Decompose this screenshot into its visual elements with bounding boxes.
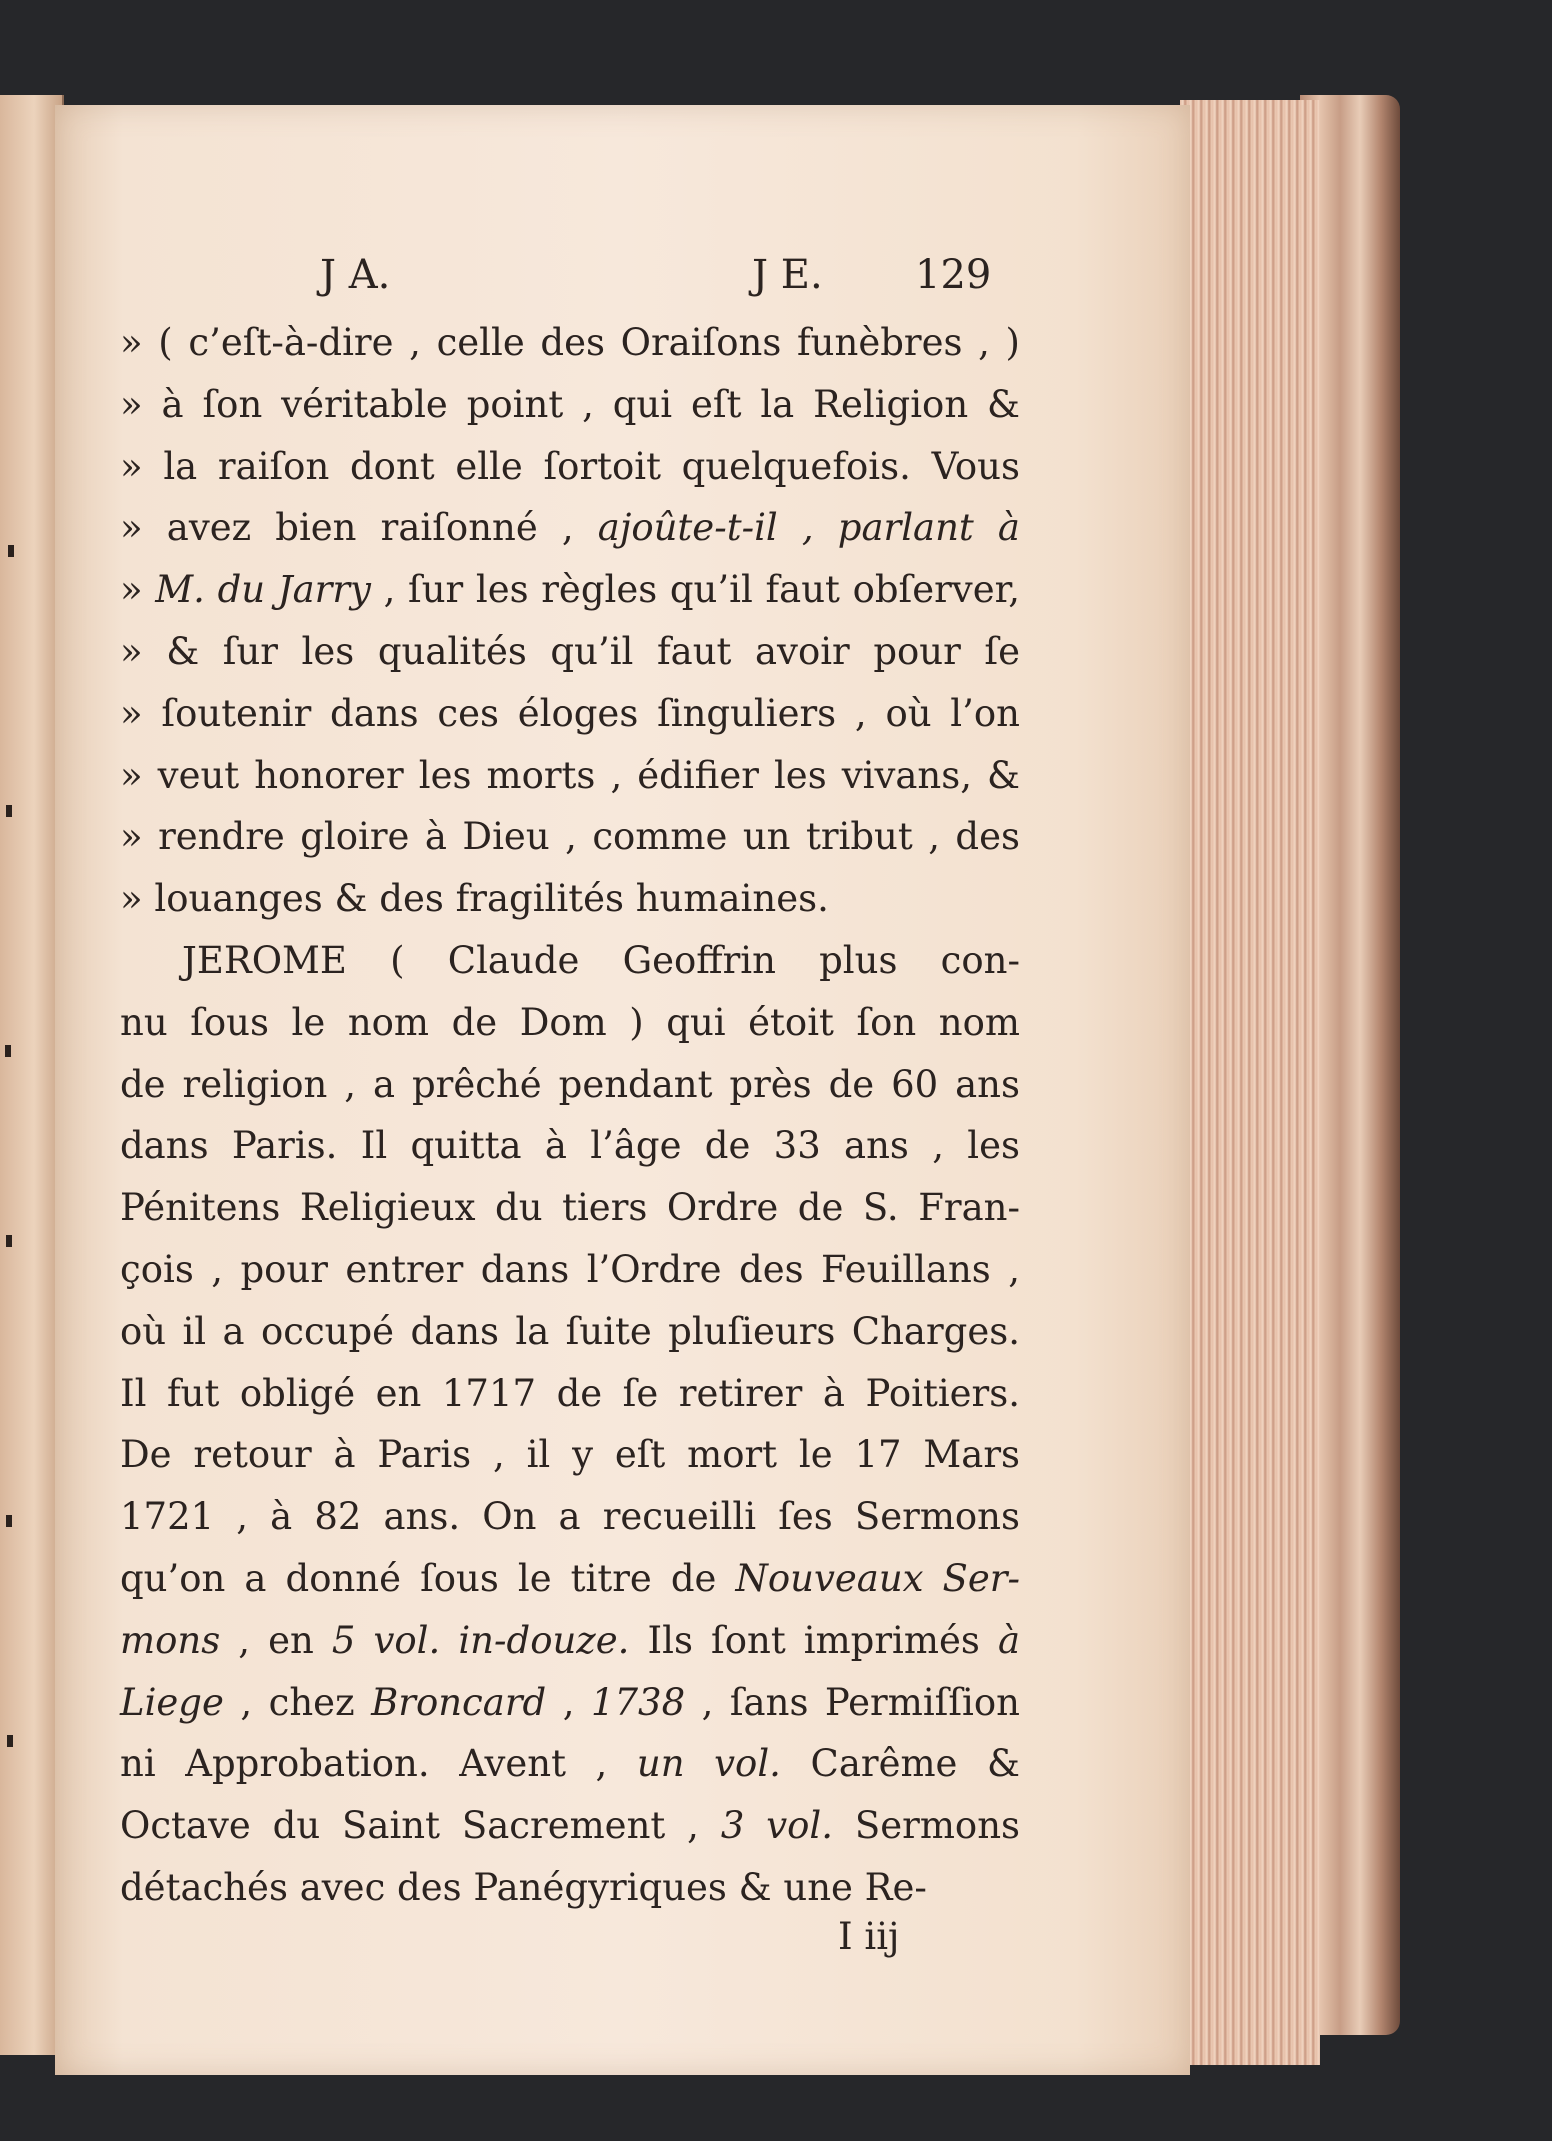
- header-left: J A.: [320, 252, 391, 298]
- text-line: [120, 1857, 1020, 1919]
- text-line: [120, 559, 1020, 621]
- text-line: [120, 1239, 1020, 1301]
- running-header: [320, 252, 1040, 302]
- text-segment: JEROME ( Claude Geoffrin plus con-: [182, 938, 1020, 982]
- text-segment: nu ſous le nom de Dom ) qui étoit ſon nom: [120, 1000, 1020, 1044]
- text-segment: Nouveaux Ser-: [735, 1556, 1020, 1600]
- text-segment: Il fut obligé en 1717 de ſe retirer à Poitiers.: [120, 1371, 1020, 1415]
- text-line: [120, 312, 1020, 374]
- text-segment: 3 vol.: [720, 1804, 834, 1848]
- text-segment: » & ſur les qualités qu’il faut avoir pour ſe: [120, 629, 1020, 673]
- text-line: [120, 868, 1020, 930]
- text-segment: Broncard: [371, 1680, 547, 1724]
- text-segment: Ils ſont imprimés: [629, 1618, 998, 1662]
- page-number: 129: [915, 252, 992, 298]
- header-middle: J E.: [752, 252, 823, 298]
- text-segment: 1738: [590, 1680, 686, 1724]
- text-line: [120, 621, 1020, 683]
- text-segment: Carême &: [780, 1742, 1020, 1786]
- text-segment: » rendre gloire à Dieu , comme un tribut , des: [120, 815, 1020, 859]
- text-segment: Octave du Saint Sacrement ,: [120, 1804, 721, 1848]
- text-segment: qu’on a donné ſous le titre de: [120, 1556, 736, 1600]
- text-segment: Liege: [120, 1680, 224, 1724]
- text-segment: où il a occupé dans la ſuite pluſieurs Charges.: [120, 1309, 1020, 1353]
- text-segment: de religion , a prêché pendant près de 60 ans: [120, 1062, 1020, 1106]
- text-line: [120, 1548, 1020, 1610]
- text-segment: détachés avec des Panégyriques & une Re-: [120, 1865, 927, 1909]
- text-line: [120, 745, 1020, 807]
- text-line: [120, 1363, 1020, 1425]
- text-line: [120, 374, 1020, 436]
- text-segment: Sermons: [833, 1804, 1021, 1848]
- text-segment: » la raiſon dont elle ſortoit quelquefois. Vous: [120, 444, 1020, 488]
- text-segment: M. du Jarry: [155, 568, 371, 612]
- text-line: [120, 1301, 1020, 1363]
- text-segment: » louanges & des fragilités humaines.: [120, 877, 829, 921]
- text-segment: , en: [220, 1618, 332, 1662]
- text-segment: » veut honorer les morts , édifier les vivans, &: [120, 753, 1020, 797]
- text-segment: , chez: [223, 1680, 372, 1724]
- text-line: [120, 1054, 1020, 1116]
- text-segment: » ſoutenir dans ces éloges ſinguliers , où l’on: [120, 691, 1020, 735]
- text-segment: à: [997, 1618, 1020, 1662]
- text-line: [120, 683, 1020, 745]
- text-segment: ni Approbation. Avent ,: [120, 1742, 637, 1786]
- text-segment: 1721 , à 82 ans. On a recueilli ſes Sermons: [120, 1495, 1020, 1539]
- text-segment: »: [120, 568, 156, 612]
- text-segment: mons: [120, 1618, 221, 1662]
- text-segment: » ( c’eſt-à-dire , celle des Oraiſons funèbres , ): [120, 321, 1020, 364]
- text-segment: un vol.: [636, 1742, 781, 1786]
- text-segment: Pénitens Religieux du tiers Ordre de S. Fran-: [120, 1186, 1020, 1230]
- text-line: [120, 1795, 1020, 1857]
- page-stack-edge: [1180, 100, 1320, 2065]
- body-text: [120, 312, 1020, 1919]
- signature-mark: I iij: [838, 1915, 900, 1958]
- text-line: [120, 1733, 1020, 1795]
- text-segment: » à ſon véritable point , qui eſt la Religion &: [120, 382, 1020, 426]
- text-line: [120, 1486, 1020, 1548]
- text-segment: De retour à Paris , il y eſt mort le 17 Mars: [120, 1433, 1020, 1477]
- text-segment: çois , pour entrer dans l’Ordre des Feuillans ,: [120, 1247, 1020, 1291]
- text-line: [120, 1424, 1020, 1486]
- text-line: [120, 497, 1020, 559]
- text-segment: dans Paris. Il quitta à l’âge de 33 ans , les: [120, 1124, 1020, 1168]
- text-segment: ajoûte-t-il , parlant à: [597, 506, 1020, 550]
- text-line: [120, 1177, 1020, 1239]
- text-line: [120, 806, 1020, 868]
- text-segment: , ſans Permiſſion: [685, 1680, 1020, 1724]
- text-segment: » avez bien raiſonné ,: [120, 506, 598, 550]
- text-segment: , ſur les règles qu’il faut obſerver,: [370, 568, 1020, 612]
- text-line: [120, 436, 1020, 498]
- text-line: [120, 1115, 1020, 1177]
- text-line: [120, 930, 1020, 992]
- text-line: [120, 992, 1020, 1054]
- text-line: [120, 1672, 1020, 1734]
- text-line: [120, 1610, 1020, 1672]
- text-segment: ,: [546, 1680, 591, 1724]
- text-segment: 5 vol. in-douze.: [331, 1618, 630, 1662]
